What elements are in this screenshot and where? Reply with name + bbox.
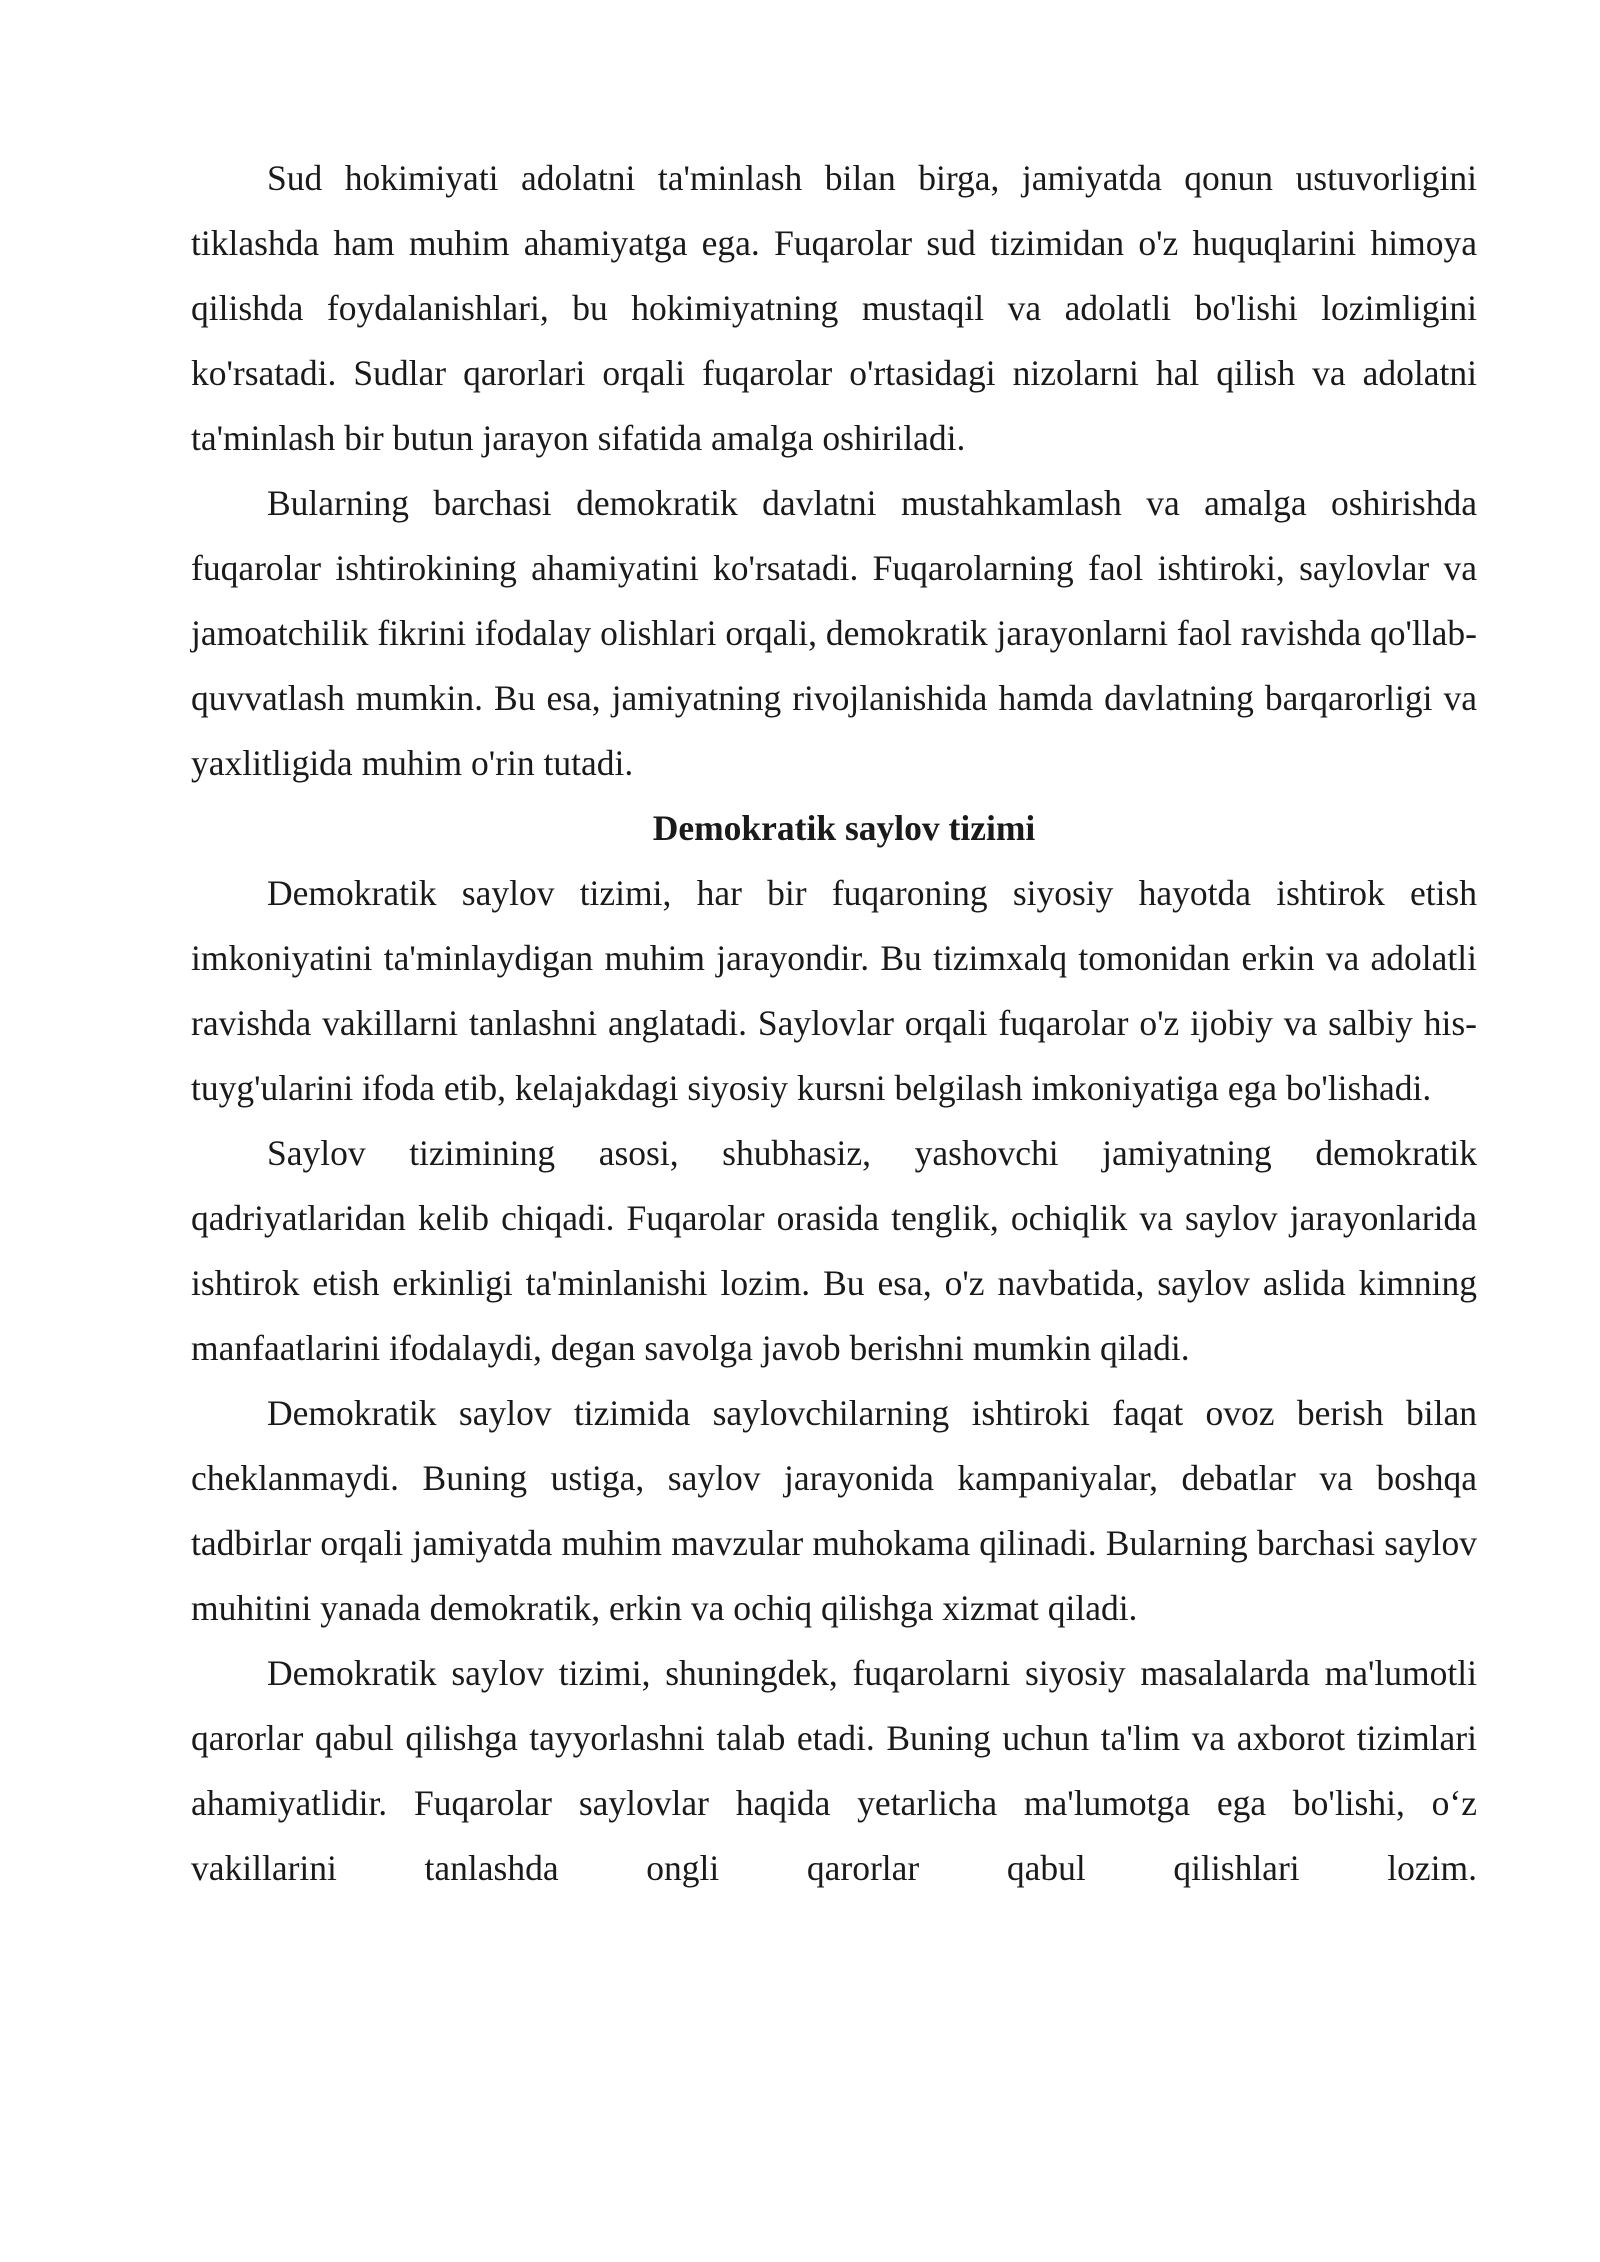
- paragraph-fuqarolar-ishtiroki: Bularning barchasi demokratik davlatni mustahkamlash va amalga oshirishda fuqarolar ishtirokining ahamiyatini ko'rsatadi. Fuqarolarning faol ishtiroki, saylovlar va jamoatchilik fikrini ifodalay olishlari orqali, demokratik jarayonlarni faol ravishda qo'llab-quvvatlash mumkin. Bu esa, jamiyatning rivojlanishida hamda davlatning barqarorligi va yaxlitligida muhim o'rin tutadi.: [191, 483, 1477, 783]
- paragraph-sud-hokimiyati: Sud hokimiyati adolatni ta'minlash bilan birga, jamiyatda qonun ustuvorligini tiklashda ham muhim ahamiyatga ega. Fuqarolar sud tizimidan o'z huquqlarini himoya qilishda foydalanishlari, bu hokimiyatning mustaqil va adolatli bo'lishi lozimligini ko'rsatadi. Sudlar qarorlari orqali fuqarolar o'rtasidagi nizolarni hal qilish va adolatni ta'minlash bir butun jarayon sifatida amalga oshiriladi.: [191, 158, 1477, 458]
- paragraph-saylov-tizimi-asosi: Saylov tizimining asosi, shubhasiz, yashovchi jamiyatning demokratik qadriyatlaridan kelib chiqadi. Fuqarolar orasida tenglik, ochiqlik va saylov jarayonlarida ishtirok etish erkinligi ta'minlanishi lozim. Bu esa, o'z navbatida, saylov aslida kimning manfaatlarini ifodalaydi, degan savolga javob berishni mumkin qiladi.: [191, 1133, 1477, 1368]
- paragraph-saylovchilar-ishtiroki: Demokratik saylov tizimida saylovchilarning ishtiroki faqat ovoz berish bilan cheklanmaydi. Buning ustiga, saylov jarayonida kampaniyalar, debatlar va boshqa tadbirlar orqali jamiyatda muhim mavzular muhokama qilinadi. Bularning barchasi saylov muhitini yanada demokratik, erkin va ochiq qilishga xizmat qiladi.: [191, 1393, 1477, 1628]
- section-heading: Demokratik saylov tizimi: [652, 808, 1036, 848]
- paragraph-malumotli-qarorlar: Demokratik saylov tizimi, shuningdek, fuqarolarni siyosiy masalalarda ma'lumotli qarorlar qabul qilishga tayyorlashni talab etadi. Buning uchun ta'lim va axborot tizimlari ahamiyatlidir. Fuqarolar saylovlar haqida yetarlicha ma'lumotga ega bo'lishi, o‘z vakillarini tanlashda ongli qarorlar qabul qilishlari lozim.: [191, 1653, 1477, 1888]
- paragraph-saylov-tizimi-intro: Demokratik saylov tizimi, har bir fuqaroning siyosiy hayotda ishtirok etish imkoniyatini ta'minlaydigan muhim jarayondir. Bu tizimxalq tomonidan erkin va adolatli ravishda vakillarni tanlashni anglatadi. Saylovlar orqali fuqarolar o'z ijobiy va salbiy his-tuyg'ularini ifoda etib, kelajakdagi siyosiy kursni belgilash imkoniyatiga ega bo'lishadi.: [191, 873, 1477, 1108]
- document-body: [191, 146, 1477, 1901]
